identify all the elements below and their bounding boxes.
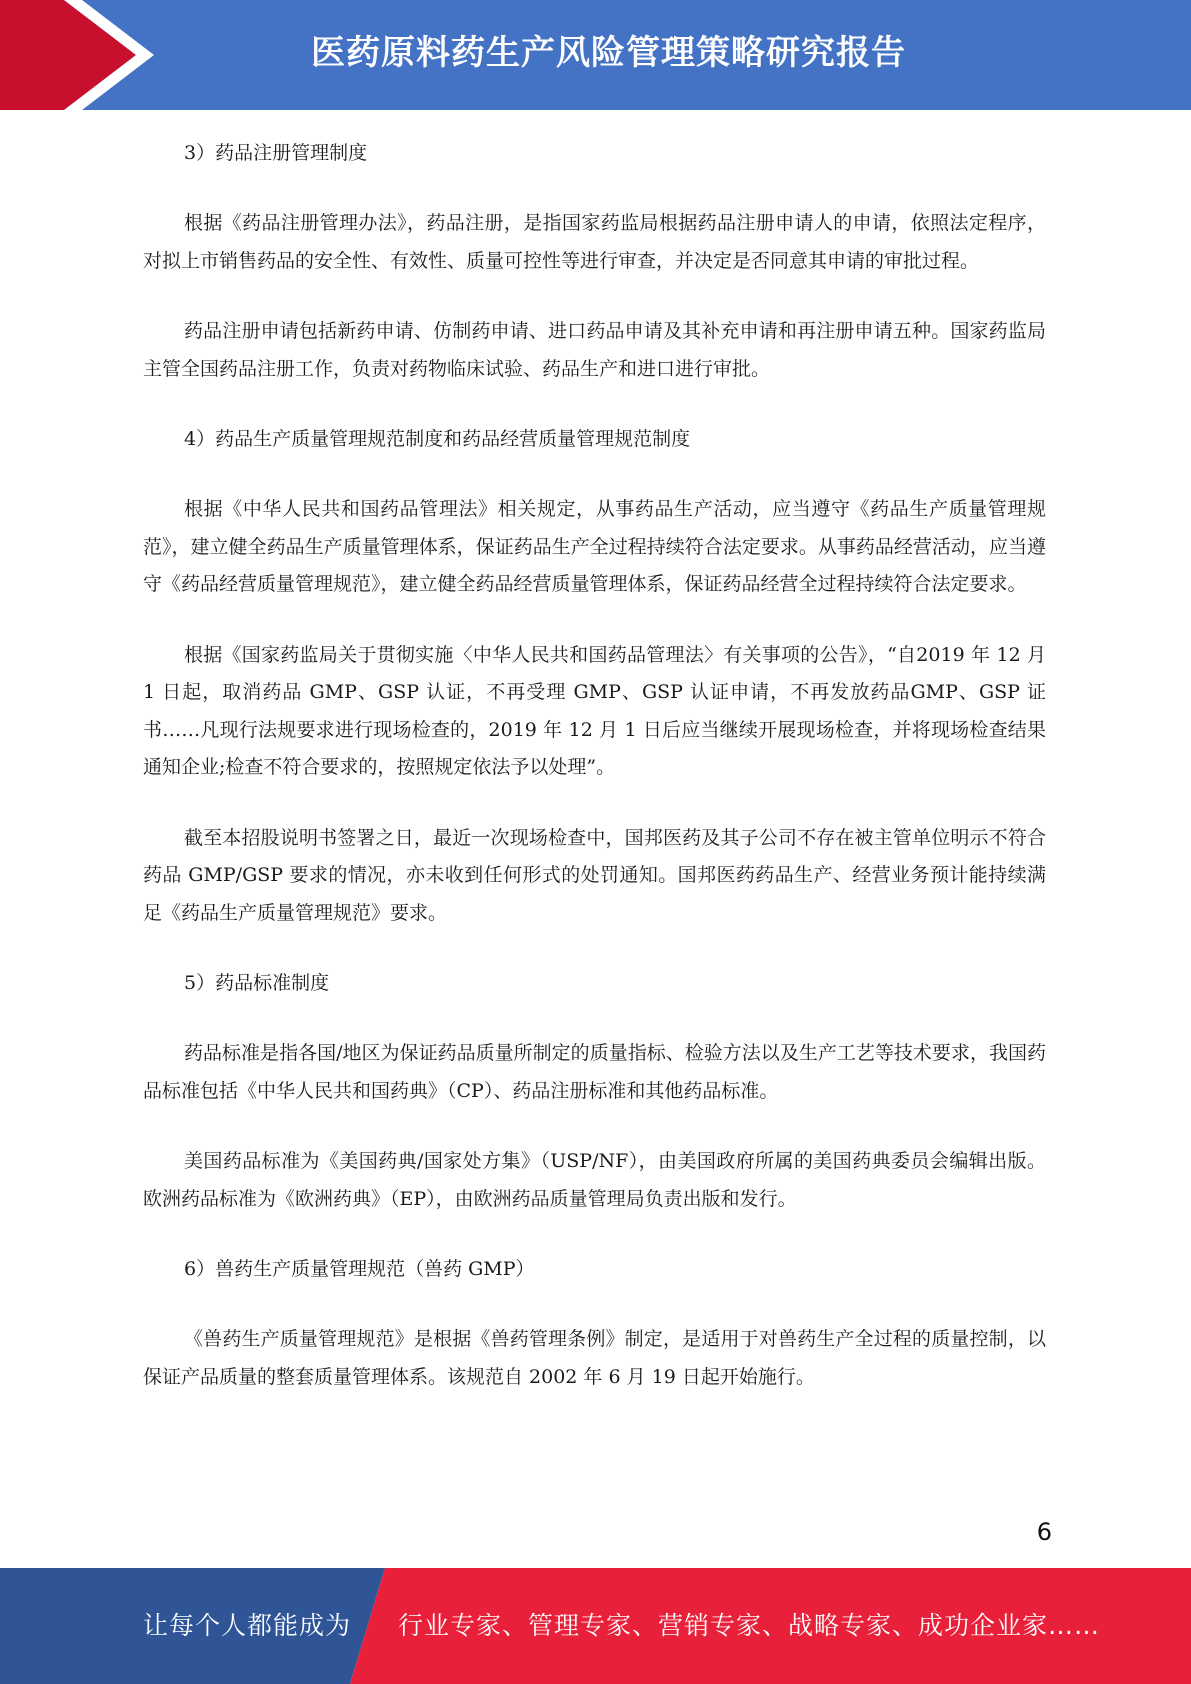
page-number: 6 xyxy=(1036,1518,1052,1546)
section-heading-4: 4）药品生产质量管理规范制度和药品经营质量管理规范制度 xyxy=(184,428,691,450)
page-header xyxy=(0,0,1191,110)
footer-slogan-left: 让每个人都能成为 xyxy=(143,1611,352,1640)
paragraph: 根据《药品注册管理办法》，药品注册，是指国家药监局根据药品注册申请人的申请，依照法定程序，对拟上市销售药品的安全性、有效性、质量可控性等进行审查，并决定是否同意其申请的审批过程。 xyxy=(143,212,1046,272)
paragraph: 根据《国家药监局关于贯彻实施〈中华人民共和国药品管理法〉有关事项的公告》，“自2019 年 12 月 1 日起，取消药品 GMP、GSP 认证，不再受理 GMP、GSP 认证申请，不再发放药品GMP、GSP 证书……凡现行法规要求进行现场检查的，2019 年 12 月 1 日后应当继续开展现场检查，并将现场检查结果通知企业;检查不符合要求的，按照规定依法予以处理”。 xyxy=(143,643,1046,778)
paragraph: 药品注册申请包括新药申请、仿制药申请、进口药品申请及其补充申请和再注册申请五种。国家药监局主管全国药品注册工作，负责对药物临床试验、药品生产和进口进行审批。 xyxy=(143,320,1046,380)
page-footer xyxy=(0,1568,1191,1684)
paragraph: 根据《中华人民共和国药品管理法》相关规定，从事药品生产活动，应当遵守《药品生产质量管理规范》，建立健全药品生产质量管理体系，保证药品生产全过程持续符合法定要求。从事药品经营活动，应当遵守《药品经营质量管理规范》，建立健全药品经营质量管理体系，保证药品经营全过程持续符合法定要求。 xyxy=(143,498,1046,595)
paragraph: 药品标准是指各国/地区为保证药品质量所制定的质量指标、检验方法以及生产工艺等技术要求，我国药品标准包括《中华人民共和国药典》（CP）、药品注册标准和其他药品标准。 xyxy=(143,1042,1046,1102)
paragraph: 截至本招股说明书签署之日，最近一次现场检查中，国邦医药及其子公司不存在被主管单位明示不符合药品 GMP/GSP 要求的情况，亦未收到任何形式的处罚通知。国邦医药药品生产、经营业务预计能持续满足《药品生产质量管理规范》要求。 xyxy=(143,826,1046,924)
section-heading-5: 5）药品标准制度 xyxy=(184,972,330,994)
report-title: 医药原料药生产风险管理策略研究报告 xyxy=(311,33,906,73)
paragraph: 美国药品标准为《美国药典/国家处方集》（USP/NF），由美国政府所属的美国药典委员会编辑出版。欧洲药品标准为《欧洲药典》（EP），由欧洲药品质量管理局负责出版和发行。 xyxy=(143,1150,1046,1210)
paragraph: 《兽药生产质量管理规范》是根据《兽药管理条例》制定，是适用于对兽药生产全过程的质量控制，以保证产品质量的整套质量管理体系。该规范自 2002 年 6 月 19 日起开始施行。 xyxy=(143,1328,1046,1388)
section-heading-3: 3）药品注册管理制度 xyxy=(184,142,368,164)
section-heading-6: 6）兽药生产质量管理规范（兽药 GMP） xyxy=(184,1258,535,1280)
document-body xyxy=(143,135,1046,1396)
footer-slogan-right: 行业专家、管理专家、营销专家、战略专家、成功企业家…… xyxy=(398,1611,1101,1640)
